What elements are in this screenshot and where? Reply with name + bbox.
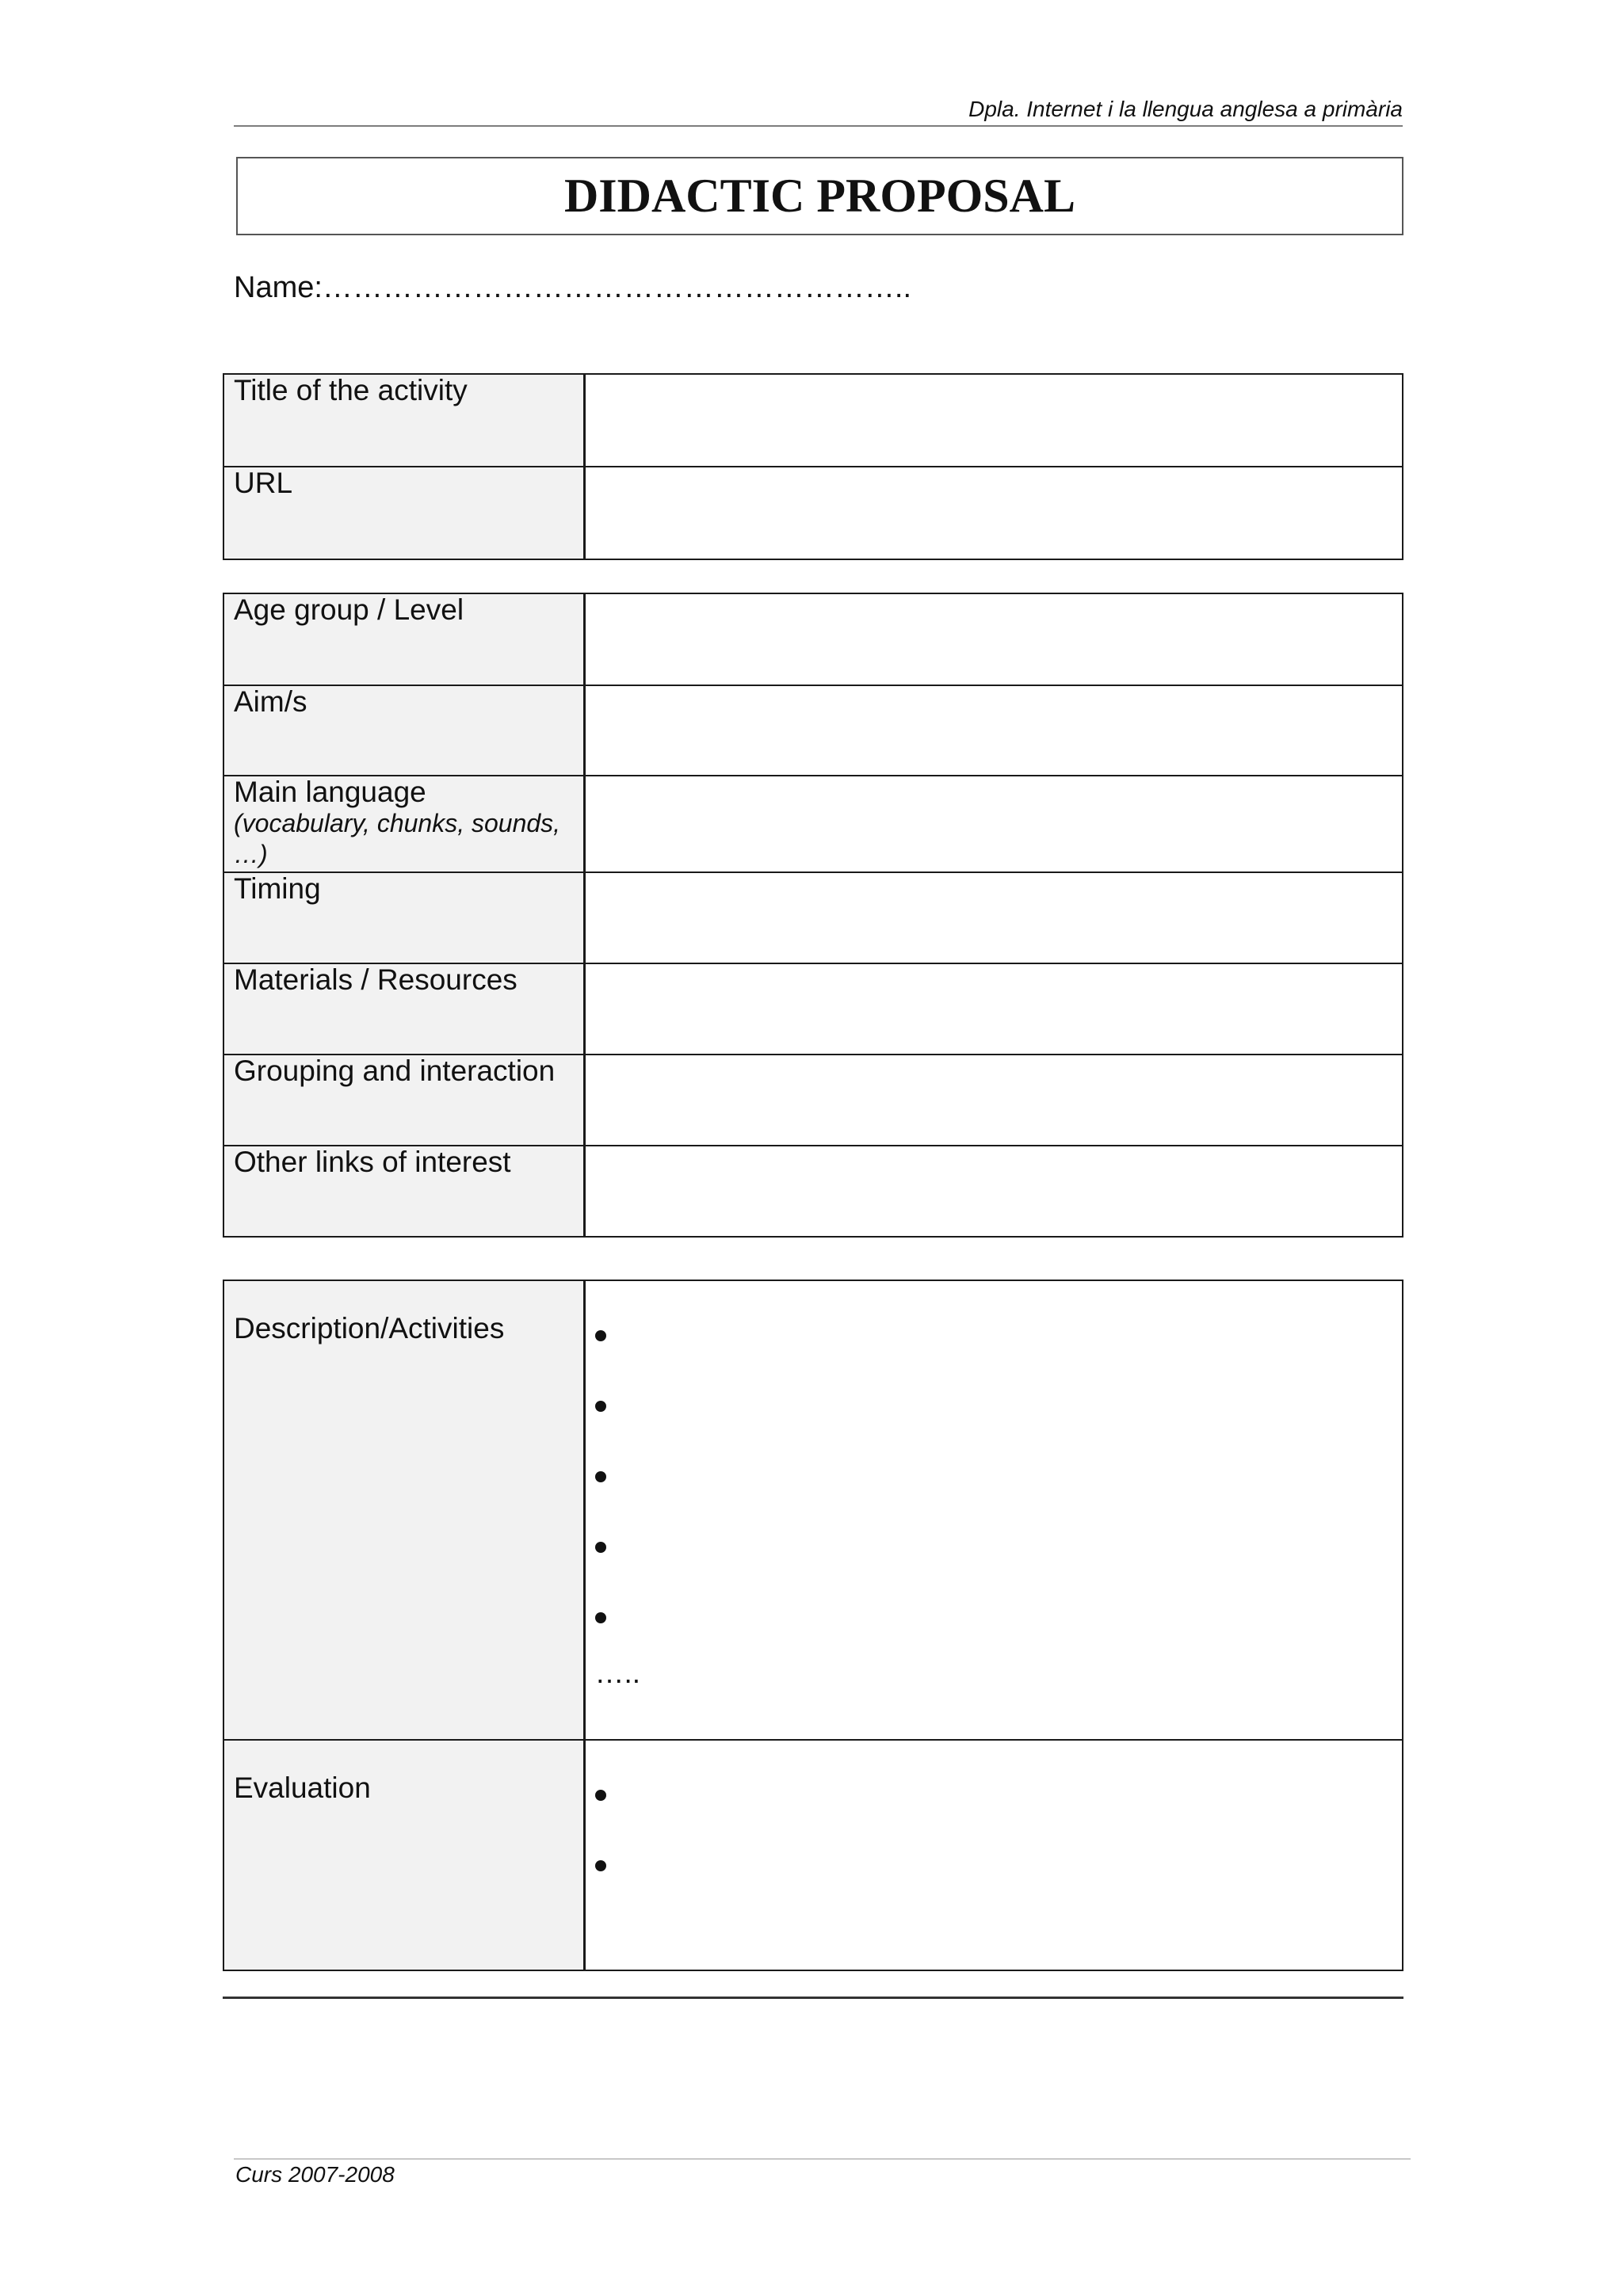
url-label: URL <box>223 467 584 559</box>
main-language-field[interactable] <box>584 776 1403 872</box>
description-label: Description/Activities <box>223 1280 584 1740</box>
description-bullet-list <box>586 1281 1403 1667</box>
bullet-icon <box>595 1401 606 1412</box>
table-row <box>223 1055 1403 1146</box>
title-of-activity-field[interactable] <box>584 374 1403 467</box>
timing-label: Timing <box>223 872 584 963</box>
main-language-title: Main language <box>234 776 426 808</box>
table-row <box>223 467 1403 559</box>
age-group-field[interactable] <box>584 593 1403 685</box>
name-field[interactable]: Name:………………………………………………….. <box>234 271 912 304</box>
evaluation-field[interactable] <box>584 1740 1403 1970</box>
main-language-hint: (vocabulary, chunks, sounds, …) <box>234 809 561 868</box>
list-item[interactable] <box>595 1526 1403 1596</box>
table-row <box>223 1740 1403 1970</box>
aims-field[interactable] <box>584 685 1403 776</box>
description-ellipsis: ….. <box>594 1657 641 1689</box>
bullet-icon <box>595 1790 606 1801</box>
table-row <box>223 593 1403 685</box>
list-item[interactable] <box>595 1455 1403 1526</box>
description-field[interactable] <box>584 1280 1403 1740</box>
bullet-icon <box>595 1612 606 1623</box>
aims-label: Aim/s <box>223 685 584 776</box>
url-field[interactable] <box>584 467 1403 559</box>
activity-identity-table <box>223 373 1403 560</box>
table-row <box>223 374 1403 467</box>
document-title: DIDACTIC PROPOSAL <box>236 157 1403 235</box>
list-item[interactable] <box>595 1596 1403 1667</box>
title-of-activity-label: Title of the activity <box>223 374 584 467</box>
footer-course: Curs 2007-2008 <box>235 2162 395 2187</box>
evaluation-bullet-list <box>586 1741 1403 1915</box>
header-divider <box>234 125 1403 127</box>
materials-field[interactable] <box>584 963 1403 1055</box>
activity-details-table <box>223 593 1403 1238</box>
list-item[interactable] <box>595 1774 1403 1844</box>
other-links-field[interactable] <box>584 1146 1403 1237</box>
bullet-icon <box>595 1542 606 1553</box>
list-item[interactable] <box>595 1314 1403 1385</box>
activity-description-table <box>223 1280 1403 1971</box>
bullet-icon <box>595 1330 606 1341</box>
table-row <box>223 963 1403 1055</box>
timing-field[interactable] <box>584 872 1403 963</box>
list-item[interactable] <box>595 1385 1403 1455</box>
list-item[interactable] <box>595 1844 1403 1915</box>
grouping-field[interactable] <box>584 1055 1403 1146</box>
grouping-label: Grouping and interaction <box>223 1055 584 1146</box>
content-end-divider <box>223 1997 1403 1999</box>
running-header: Dpla. Internet i la llengua anglesa a primària <box>968 97 1403 121</box>
table-row <box>223 776 1403 872</box>
other-links-label: Other links of interest <box>223 1146 584 1237</box>
table-row <box>223 1280 1403 1740</box>
main-language-label <box>223 776 584 872</box>
table-row <box>223 872 1403 963</box>
age-group-label: Age group / Level <box>223 593 584 685</box>
table-row <box>223 685 1403 776</box>
bullet-icon <box>595 1860 606 1871</box>
materials-label: Materials / Resources <box>223 963 584 1055</box>
footer-divider <box>234 2158 1411 2160</box>
evaluation-label: Evaluation <box>223 1740 584 1970</box>
table-row <box>223 1146 1403 1237</box>
bullet-icon <box>595 1471 606 1482</box>
